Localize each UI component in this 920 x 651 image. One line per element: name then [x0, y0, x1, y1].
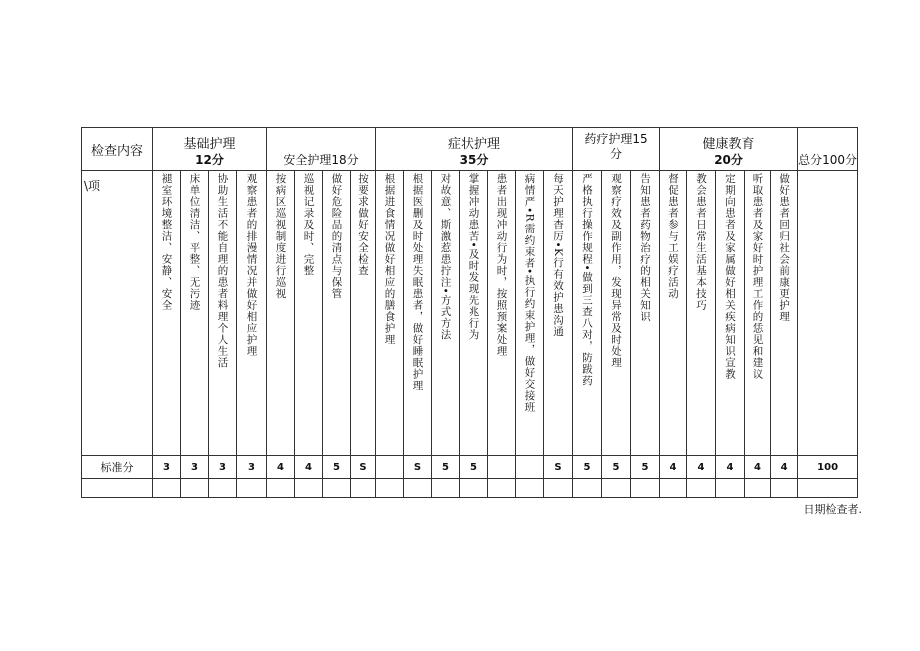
- standard-score-row: [82, 456, 858, 479]
- entry-cell[interactable]: [631, 479, 660, 498]
- item-cell: [488, 171, 516, 456]
- score-cell: 5: [602, 456, 631, 479]
- score-cell: 5: [432, 456, 460, 479]
- entry-cell[interactable]: [516, 479, 544, 498]
- item-cell: [404, 171, 432, 456]
- item-text: 听取患者及家好时护理工作的恁见和建议: [751, 173, 764, 380]
- item-text: 掌握冲动患苦∙及时发现先兆行为: [467, 173, 480, 341]
- score-cell: S: [544, 456, 573, 479]
- item-cell: [544, 171, 573, 456]
- entry-cell[interactable]: [181, 479, 209, 498]
- item-text: 根据医删及时处理失眠患者，做好睡眠护理: [411, 173, 424, 392]
- entry-cell[interactable]: [267, 479, 295, 498]
- score-cell: 5: [323, 456, 351, 479]
- item-text: 观察疗效及副作用，发现异常及时处理: [610, 173, 623, 369]
- item-cell: [516, 171, 544, 456]
- item-text: 做好危险品的清点与保管: [330, 173, 343, 300]
- entry-cell[interactable]: [351, 479, 376, 498]
- date-inspector-footer: 日期检查者.: [803, 503, 862, 516]
- group-medication-care-score: 分: [610, 147, 623, 161]
- group-health-education-title: 健康教育: [702, 137, 755, 152]
- item-text: 定期向患者及家属做好相关疾病知识宣教: [724, 173, 737, 380]
- entry-cell[interactable]: [716, 479, 745, 498]
- entry-cell[interactable]: [153, 479, 181, 498]
- entry-label-cell[interactable]: [82, 479, 153, 498]
- total-score-header: 总分100分: [798, 128, 858, 171]
- item-cell: [267, 171, 295, 456]
- item-text: 按病区巡视制度进行巡视: [274, 173, 287, 300]
- score-cell: 3: [153, 456, 181, 479]
- entry-cell[interactable]: [323, 479, 351, 498]
- nursing-inspection-table: [81, 127, 858, 498]
- entry-cell[interactable]: [376, 479, 404, 498]
- item-cell: [209, 171, 237, 456]
- item-text: 告知患者药物治疗的相关知识: [639, 173, 652, 323]
- entry-cell[interactable]: [602, 479, 631, 498]
- total-item-cell: [798, 171, 858, 456]
- score-cell: [516, 456, 544, 479]
- score-cell: 4: [745, 456, 771, 479]
- score-cell: 4: [295, 456, 323, 479]
- group-health-education: [660, 128, 798, 171]
- group-symptom-care-title: 症状护理: [448, 137, 501, 152]
- group-safety-care: [267, 128, 376, 171]
- entry-cell[interactable]: [573, 479, 602, 498]
- item-text: 协助生活不能自理的患者料理个人生活: [216, 173, 229, 369]
- item-text: 每天护理杳厉∙K行有效护患沟通: [552, 173, 564, 338]
- score-cell: 4: [267, 456, 295, 479]
- item-text: 做好患者回归社会前康更护理: [778, 173, 791, 323]
- score-cell: 4: [771, 456, 798, 479]
- item-cell: [323, 171, 351, 456]
- item-text: 严格执行操作规程∙做到三查八对，防跋药: [581, 173, 594, 387]
- entry-cell[interactable]: [745, 479, 771, 498]
- entry-cell[interactable]: [460, 479, 488, 498]
- item-cell: [602, 171, 631, 456]
- item-text: 巡视记录及时、完整: [302, 173, 315, 277]
- item-text: 褪室环境整洁、安静、安全: [160, 173, 173, 311]
- item-text: 对故意、斯激惹患拧注∙方式方法: [439, 173, 452, 341]
- group-basic-care-title: 基础护理: [183, 137, 236, 152]
- item-cell: [573, 171, 602, 456]
- item-cell: [237, 171, 267, 456]
- group-health-education-score: 20分: [714, 153, 743, 167]
- score-cell: S: [404, 456, 432, 479]
- header-row: [82, 128, 858, 171]
- score-cell: 3: [237, 456, 267, 479]
- group-medication-care-title: 药疗护理15: [584, 132, 648, 146]
- entry-cell[interactable]: [488, 479, 516, 498]
- score-total-cell: 100: [798, 456, 858, 479]
- score-cell: 3: [181, 456, 209, 479]
- item-cell: [460, 171, 488, 456]
- score-cell: S: [351, 456, 376, 479]
- item-cell: [295, 171, 323, 456]
- item-cell: [687, 171, 716, 456]
- score-cell: 4: [687, 456, 716, 479]
- item-text: 观察患者的排漫情况并做好相应护理: [245, 173, 258, 357]
- score-cell: 5: [573, 456, 602, 479]
- item-text: 病情严∙R需约束者∙执行约束护理，做好交接班: [523, 173, 536, 413]
- item-cell: [716, 171, 745, 456]
- score-cell: 3: [209, 456, 237, 479]
- score-cell: [488, 456, 516, 479]
- group-symptom-care-score: 35分: [459, 153, 489, 167]
- entry-cell[interactable]: [771, 479, 798, 498]
- item-cell: [432, 171, 460, 456]
- score-cell: 5: [631, 456, 660, 479]
- entry-cell[interactable]: [432, 479, 460, 498]
- entry-cell[interactable]: [544, 479, 573, 498]
- entry-cell[interactable]: [237, 479, 267, 498]
- entry-cell[interactable]: [660, 479, 687, 498]
- entry-cell[interactable]: [209, 479, 237, 498]
- item-cell: [181, 171, 209, 456]
- item-text: 督促患者参与工娱疗活动: [667, 173, 680, 300]
- entry-row: [82, 479, 858, 498]
- item-cell: [631, 171, 660, 456]
- item-text: 患者出现冲动行为时，按照预案处理: [495, 173, 508, 357]
- score-cell: 5: [460, 456, 488, 479]
- group-basic-care-score: 12分: [195, 153, 224, 167]
- score-cell: [376, 456, 404, 479]
- score-cell: 4: [660, 456, 687, 479]
- item-cell: [376, 171, 404, 456]
- entry-cell[interactable]: [295, 479, 323, 498]
- group-symptom-care: [376, 128, 573, 171]
- group-medication-care: [573, 128, 660, 171]
- item-cell: [153, 171, 181, 456]
- item-text: 根据进食情况做好相应的膳食护理: [383, 173, 396, 346]
- group-basic-care: [153, 128, 267, 171]
- score-cell: 4: [716, 456, 745, 479]
- item-text: 教会患者日常生活基本技巧: [695, 173, 708, 311]
- group-safety-care-title: 安全护理18分: [283, 153, 359, 167]
- check-content-header: 检查内容: [82, 128, 153, 171]
- entry-cell[interactable]: [404, 479, 432, 498]
- item-cell: [660, 171, 687, 456]
- items-row: [82, 171, 858, 456]
- item-cell: [771, 171, 798, 456]
- item-cell: [745, 171, 771, 456]
- items-row-label: \项: [82, 171, 153, 456]
- item-text: 床单位清洁、平整、无污迹: [188, 173, 201, 311]
- standard-score-label: 标准分: [82, 456, 153, 479]
- entry-total-cell[interactable]: [798, 479, 858, 498]
- item-cell: [351, 171, 376, 456]
- item-text: 按要求做好安全检查: [357, 173, 369, 277]
- entry-cell[interactable]: [687, 479, 716, 498]
